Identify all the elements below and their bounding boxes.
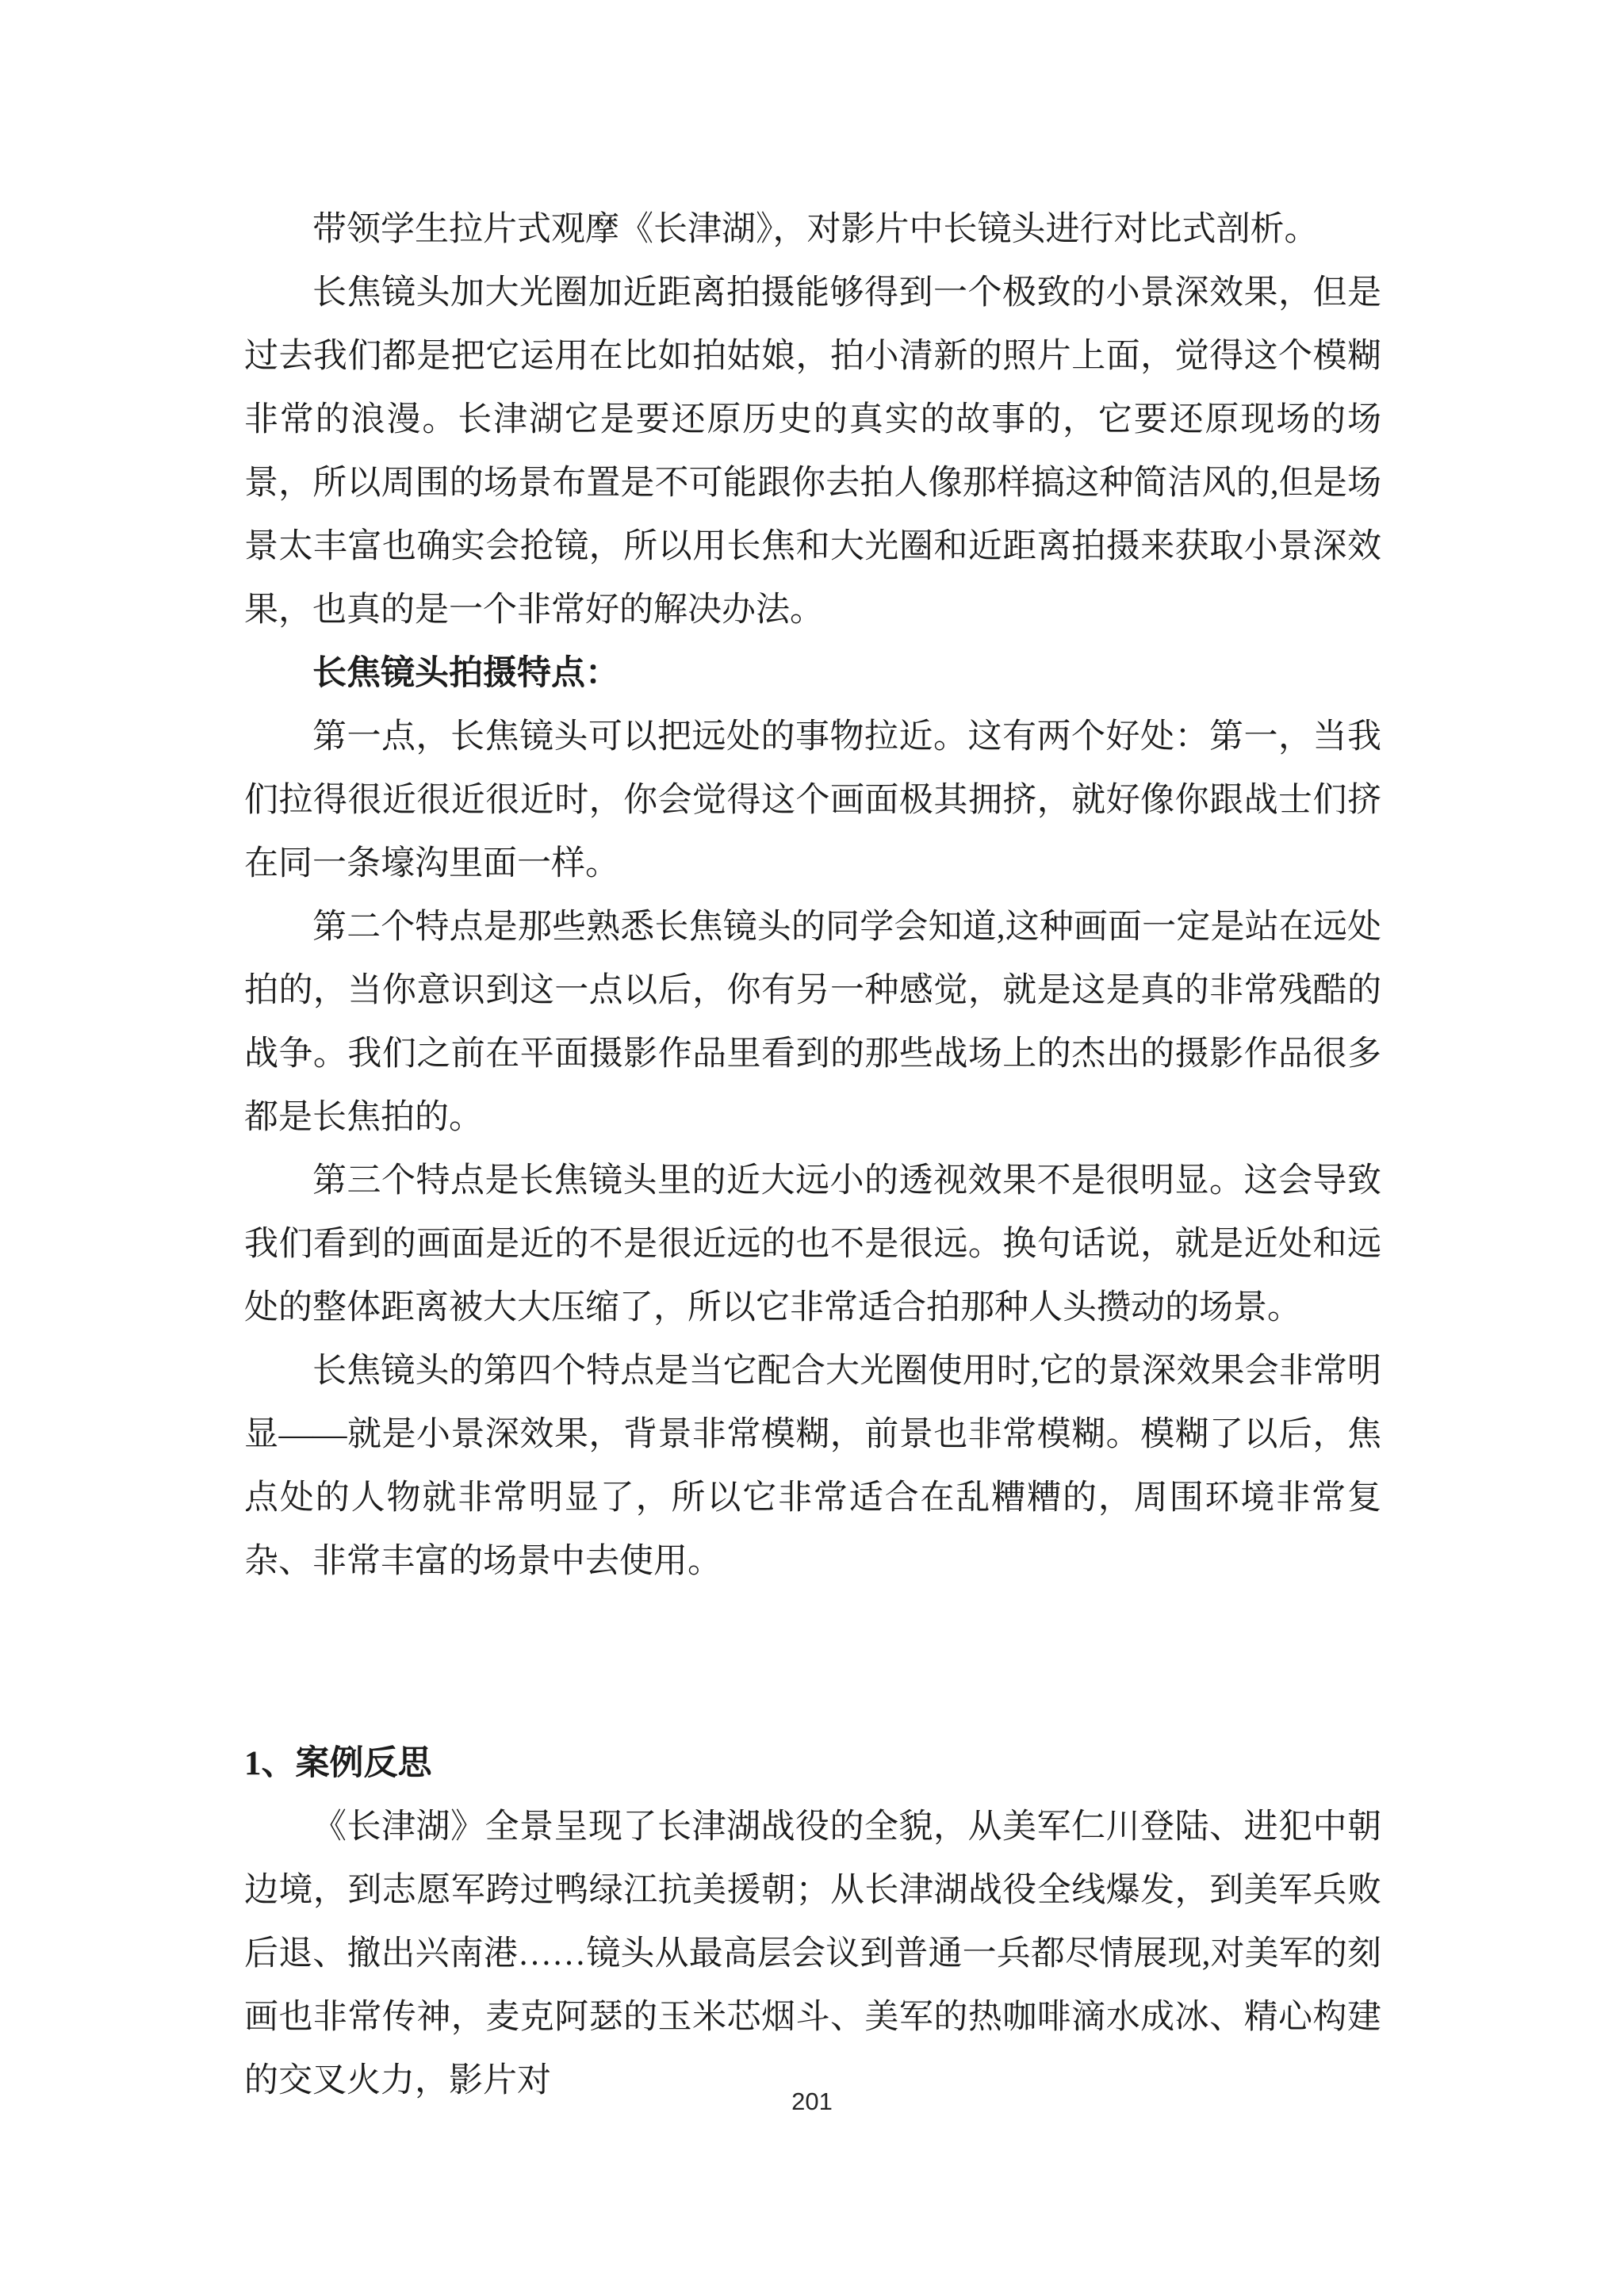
heading-case-reflection: 1、案例反思 [244, 1745, 432, 1782]
paragraph-case-reflection: 《长津湖》全景呈现了长津湖战役的全貌，从美军仁川登陆、进犯中朝边境，到志愿军跨过鸭绿江抗美援朝；从长津湖战役全线爆发，到美军兵败后退、撤出兴南港……镜头从最高层会议到普通一兵都尽情展现,对美军的刻画也非常传神，麦克阿瑟的玉米芯烟斗、美军的热咖啡滴水成冰、精心构建的交叉火力，影片对 [244, 1808, 1381, 2099]
page-footer [0, 2087, 1624, 2116]
paragraph-telephoto-aperture: 长焦镜头加大光圈加近距离拍摄能够得到一个极致的小景深效果，但是过去我们都是把它运用在比如拍姑娘，拍小清新的照片上面，觉得这个模糊非常的浪漫。长津湖它是要还原历史的真实的故事的，它要还原现场的场景，所以周围的场景布置是不可能跟你去拍人像那样搞这种简洁风的,但是场景太丰富也确实会抢镜，所以用长焦和大光圈和近距离拍摄来获取小景深效果，也真的是一个非常好的解决办法。 [244, 274, 1381, 629]
page-number: 201 [791, 2087, 833, 2115]
paragraph-intro: 带领学生拉片式观摩《长津湖》，对影片中长镜头进行对比式剖析。 [312, 211, 1319, 248]
paragraph-feature-2: 第二个特点是那些熟悉长焦镜头的同学会知道,这种画面一定是站在远处拍的，当你意识到这一点以后，你有另一种感觉，就是这是真的非常残酷的战争。我们之前在平面摄影作品里看到的那些战场上的杰出的摄影作品很多都是长焦拍的。 [244, 909, 1381, 1136]
heading-telephoto-features: 长焦镜头拍摄特点： [312, 655, 619, 692]
paragraph-feature-1: 第一点，长焦镜头可以把远处的事物拉近。这有两个好处：第一，当我们拉得很近很近很近时，你会觉得这个画面极其拥挤，就好像你跟战士们挤在同一条壕沟里面一样。 [244, 718, 1381, 882]
document-body [244, 198, 1381, 2113]
paragraph-feature-4: 长焦镜头的第四个特点是当它配合大光圈使用时,它的景深效果会非常明显——就是小景深效果，背景非常模糊，前景也非常模糊。模糊了以后，焦点处的人物就非常明显了，所以它非常适合在乱糟糟的，周围环境非常复杂、非常丰富的场景中去使用。 [244, 1353, 1381, 1580]
paragraph-feature-3: 第三个特点是长焦镜头里的近大远小的透视效果不是很明显。这会导致我们看到的画面是近的不是很近远的也不是很远。换句话说，就是近处和远处的整体距离被大大压缩了，所以它非常适合拍那种人头攒动的场景。 [244, 1162, 1381, 1326]
